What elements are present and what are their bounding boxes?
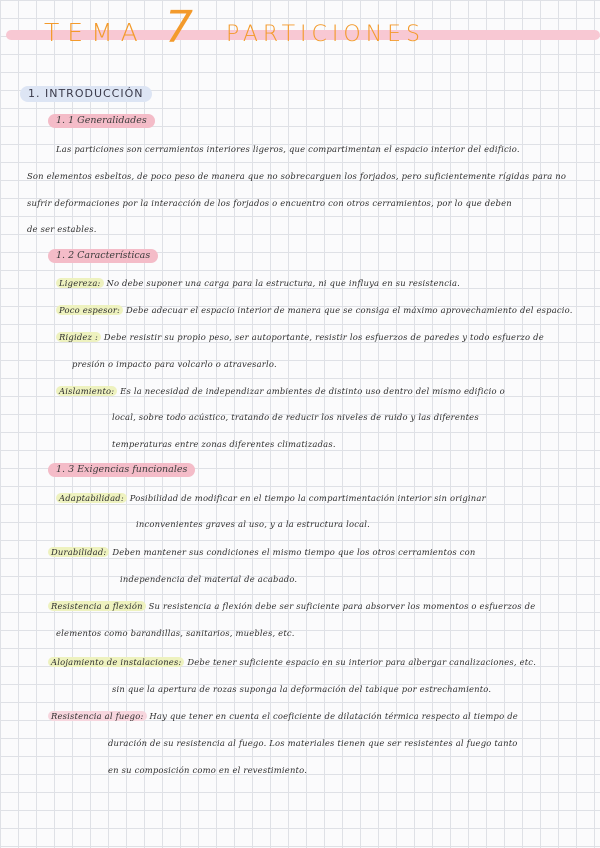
list-item-alojamiento — [48, 656, 536, 668]
list-item-durabilidad — [48, 546, 475, 558]
definition-text: Es la necesidad de independizar ambientes de distinto uso dentro del mismo edificio o — [120, 386, 505, 396]
paragraph-line: Son elementos esbeltos, de poco peso de manera que no sobrecarguen los forjados, pero suficientemente rígidas para no — [27, 171, 567, 181]
definition-continuation: presión o impacto para volcarlo o atravesarlo. — [72, 359, 277, 369]
section-heading: 1. INTRODUCCIÓN — [20, 86, 152, 102]
definition-continuation: en su composición como en el revestimiento. — [108, 765, 308, 775]
list-item-resistencia-fuego — [48, 710, 518, 722]
definition-continuation: duración de su resistencia al fuego. Los materiales tienen que ser resistentes al fuego tanto — [108, 738, 518, 748]
term-alojamiento: Alojamiento de instalaciones: — [48, 657, 184, 667]
list-item-poco-espesor — [56, 304, 573, 316]
list-item-ligereza — [56, 277, 460, 289]
list-item-aislamiento — [56, 385, 505, 397]
definition-text: Posibilidad de modificar en el tiempo la compartimentación interior sin originar — [129, 493, 486, 503]
paragraph-line: sufrir deformaciones por la interacción de los forjados o encuentro con otros cerramientos, por lo que deben — [27, 198, 512, 208]
definition-text: Debe tener suficiente espacio en su interior para albergar canalizaciones, etc. — [187, 657, 537, 667]
subsection-heading-generalidades: 1. 1 Generalidades — [48, 114, 155, 128]
title-subtitle: PARTICIONES — [226, 22, 426, 47]
definition-continuation: inconvenientes graves al uso, y a la estructura local. — [136, 519, 371, 529]
definition-continuation: sin que la apertura de rozas suponga la deformación del tabique por estrechamiento. — [112, 684, 492, 694]
definition-text: No debe suponer una carga para la estructura, ni que influya en su resistencia. — [106, 278, 461, 288]
definition-continuation: independencia del material de acabado. — [120, 574, 298, 584]
term-aislamiento: Aislamiento: — [56, 386, 117, 396]
title-number: 7 — [165, 2, 193, 53]
definition-text: Debe adecuar el espacio interior de manera que se consiga el máximo aprovechamiento del espacio. — [125, 305, 573, 315]
term-poco-espesor: Poco espesor: — [56, 305, 123, 315]
definition-text: Hay que tener en cuenta el coeficiente de dilatación térmica respecto al tiempo de — [149, 711, 518, 721]
subsection-heading-exigencias: 1. 3 Exigencias funcionales — [48, 463, 195, 477]
subsection-heading-caracteristicas: 1. 2 Características — [48, 249, 158, 263]
list-item-rigidez — [56, 331, 544, 343]
term-rigidez: Rigidez : — [56, 332, 101, 342]
definition-continuation: local, sobre todo acústico, tratando de reducir los niveles de ruido y las diferentes — [112, 412, 479, 422]
term-adaptabilidad: Adaptabilidad: — [56, 493, 127, 503]
list-item-resistencia-flexion — [48, 600, 535, 612]
definition-text: Debe resistir su propio peso, ser autoportante, resistir los esfuerzos de paredes y todo esfuerzo de — [103, 332, 544, 342]
definition-text: Su resistencia a flexión debe ser suficiente para absorver los momentos o esfuerzos de — [148, 601, 536, 611]
definition-continuation: temperaturas entre zonas diferentes climatizadas. — [112, 439, 336, 449]
definition-continuation: elementos como barandillas, sanitarios, muebles, etc. — [56, 628, 295, 638]
list-item-adaptabilidad — [56, 492, 486, 504]
definition-text: Deben mantener sus condiciones el mismo tiempo que los otros cerramientos con — [112, 547, 476, 557]
title-word: TEMA — [44, 18, 146, 47]
paragraph-line: Las particiones son cerramientos interiores ligeros, que compartimentan el espacio interior del edificio. — [56, 144, 520, 154]
paragraph-line: de ser estables. — [27, 224, 97, 234]
term-resistencia-fuego: Resistencia al fuego: — [48, 711, 147, 721]
term-resistencia-flexion: Resistencia a flexión — [48, 601, 146, 611]
term-ligereza: Ligereza: — [56, 278, 104, 288]
term-durabilidad: Durabilidad: — [48, 547, 109, 557]
